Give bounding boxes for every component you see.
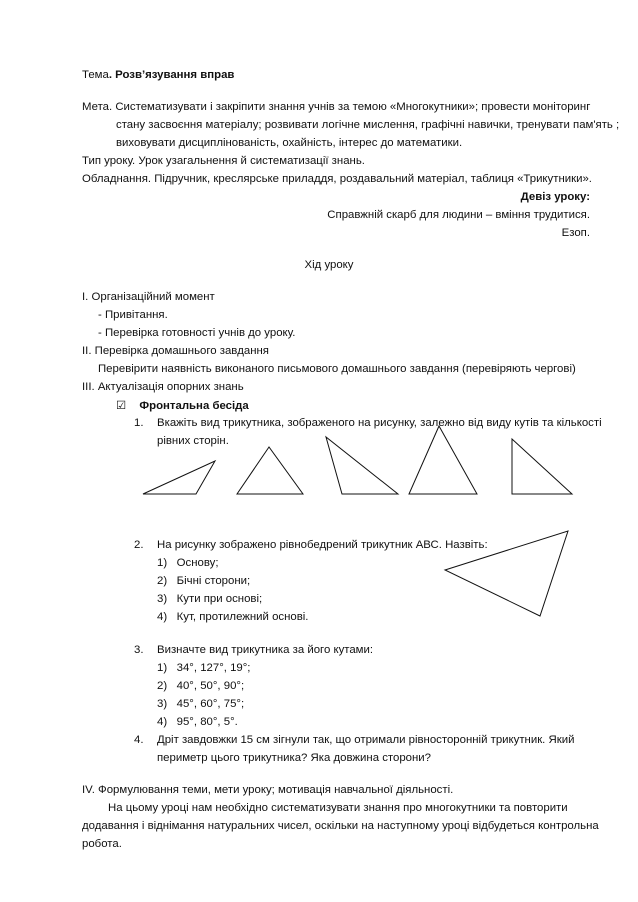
question-4-line-1: Дріт завдовжки 15 см зігнули так, що отримали рівносторонній трикутник. Який [157,734,575,746]
question-2-text: На рисунку зображено рівнобедрений трикутник АВС. Назвіть: [157,539,488,551]
question-2-item: 3) Кути при основі; [157,593,263,605]
question-2-item: 4) Кут, протилежний основі. [157,611,309,623]
motto-text: Справжній скарб для людини – вміння трудитися. [327,209,590,221]
triangle-right [512,439,572,494]
section-4-line-2: додавання і віднімання натуральних чисел, оскільки на наступному уроці відбудеться контрольна [82,820,599,832]
section-1-item: - Перевірка готовності учнів до уроку. [98,327,296,339]
question-1-line-1: Вкажіть вид трикутника, зображеного на рисунку, залежно від виду кутів та кількості [157,417,602,429]
triangle-equilateral [237,447,303,494]
motto-author: Езоп. [561,227,590,239]
lesson-heading: Хід уроку [304,259,354,271]
question-3-item: 3) 45°, 60°, 75°; [157,698,245,710]
triangle-isosceles-acute [409,426,477,494]
triangle-obtuse [143,461,215,494]
section-3-title: III. Актуалізація опорних знань [82,381,244,393]
question-1-number: 1. [134,417,144,429]
motto-label: Девіз уроку: [520,191,590,203]
goal-line-1: Мета. Систематизувати і закріпити знання учнів за темою «Многокутники»; провести моніторинг [82,101,591,113]
section-1-item: - Привітання. [98,309,168,321]
conversation-heading [116,398,249,414]
conversation-title: Фронтальна бесіда [139,400,249,412]
triangle-right-scalene [326,437,398,494]
section-2-text: Перевірити наявність виконаного письмового домашнього завдання (перевіряють чергові) [98,363,576,375]
question-3-item: 2) 40°, 50°, 90°; [157,680,245,692]
question-2-item: 1) Основу; [157,557,219,569]
section-2-title: II. Перевірка домашнього завдання [82,345,269,357]
question-3-text: Визначте вид трикутника за його кутами: [157,644,374,656]
checkbox-icon: ☑ [116,398,127,412]
question-1-line-2: рівних сторін. [157,435,229,447]
goal-line-3: виховувати дисциплінованість, охайність, інтерес до математики. [116,137,463,149]
question-3-item: 4) 95°, 80°, 5°. [157,716,238,728]
topic-title: . Розв’язування вправ [108,69,235,81]
lesson-type: Тип уроку. Урок узагальнення й систематизації знань. [82,155,365,167]
topic-label: Тема [82,69,109,81]
section-1-title: I. Організаційний момент [82,291,215,303]
question-2-item: 2) Бічні сторони; [157,575,251,587]
goal-line-2: стану засвоєння матеріалу; розвивати логічне мислення, графічні навички, тренувати пам'ять ; [116,119,620,131]
question-2-number: 2. [134,539,144,551]
equipment: Обладнання. Підручник, креслярське приладдя, роздавальний матеріал, таблиця «Трикутники». [82,173,592,185]
section-4-title: IV. Формулювання теми, мети уроку; мотивація навчальної діяльності. [82,784,454,796]
question-3-number: 3. [134,644,144,656]
topic-line [82,68,234,83]
section-4-line-3: робота. [82,838,122,850]
question-3-item: 1) 34°, 127°, 19°; [157,662,251,674]
question-4-number: 4. [134,734,144,746]
question-4-line-2: периметр цього трикутника? Яка довжина сторони? [157,752,431,764]
section-4-line-1: На цьому уроці нам необхідно систематизувати знання про многокутники та повторити [108,802,568,814]
